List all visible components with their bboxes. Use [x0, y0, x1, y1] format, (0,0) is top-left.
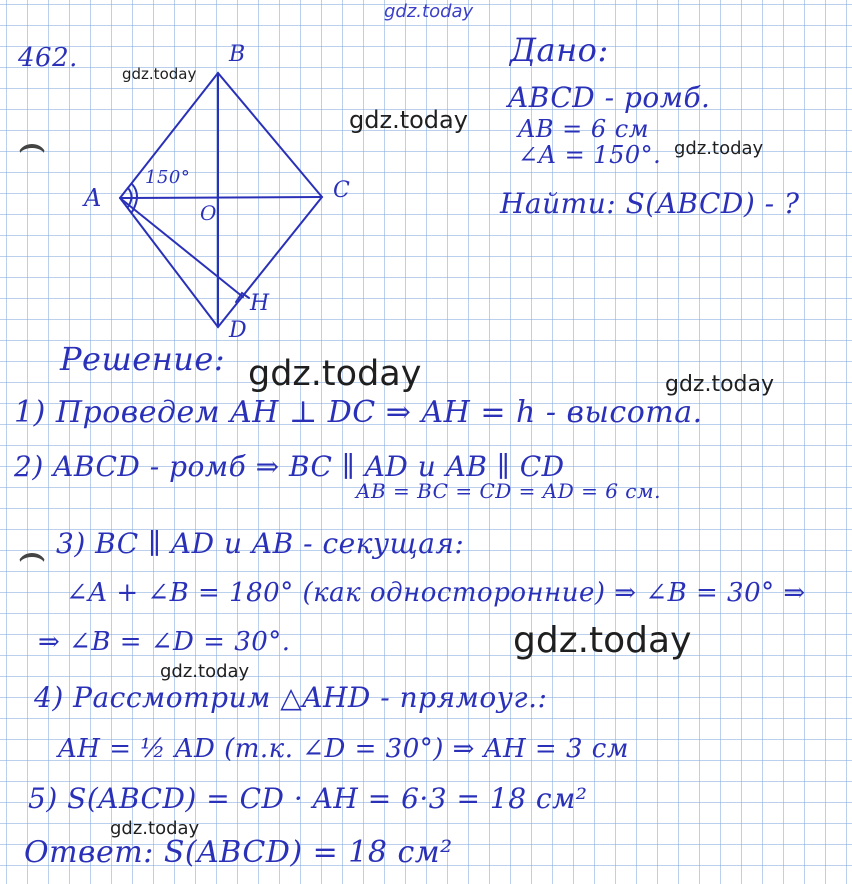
solution-step-1: 1) Проведем AH ⊥ DC ⇒ AH = h - высота. — [14, 395, 703, 430]
problem-number: 462. — [18, 43, 78, 73]
angle-label: 150° — [145, 167, 191, 188]
given-line-2: AB = 6 см — [518, 115, 650, 143]
foot-label-h: H — [250, 291, 270, 316]
watermark-middle-top: gdz.today — [349, 106, 468, 134]
vertex-label-a: A — [84, 184, 102, 212]
solution-step-5: 5) S(ABCD) = CD · AH = 6·3 = 18 см² — [28, 782, 588, 815]
find-line: Найти: S(ABCD) - ? — [500, 187, 800, 220]
solution-step-2b: AB = BC = CD = AD = 6 см. — [356, 479, 661, 503]
watermark-solution-large: gdz.today — [248, 354, 422, 394]
diagonal-ac — [120, 197, 322, 198]
answer-line: Ответ: S(ABCD) = 18 см² — [24, 835, 453, 870]
watermark-step-4: gdz.today — [160, 661, 250, 682]
given-heading: Дано: — [510, 31, 609, 69]
solution-step-4b: AH = ½ AD (т.к. ∠D = 30°) ⇒ AH = 3 см — [58, 734, 629, 764]
height-ah — [120, 198, 243, 297]
solution-step-3c: ⇒ ∠B = ∠D = 30°. — [38, 627, 291, 657]
vertex-label-b: B — [229, 42, 246, 67]
solution-step-4a: 4) Рассмотрим △AHD - прямоуг.: — [34, 681, 548, 714]
rhombus-abcd — [120, 73, 322, 327]
solution-step-3a: 3) BC ∥ AD и AB - секущая: — [56, 527, 465, 560]
watermark-figure: gdz.today — [122, 65, 197, 83]
watermark-bottom: gdz.today — [110, 818, 200, 839]
given-line-1: ABCD - ромб. — [508, 81, 711, 114]
solution-step-2a: 2) ABCD - ромб ⇒ BC ∥ AD и AB ∥ CD — [14, 450, 565, 483]
watermark-solution-right: gdz.today — [665, 372, 775, 397]
watermark-step-3: gdz.today — [513, 620, 692, 661]
solution-step-3b: ∠A + ∠B = 180° (как односторонние) ⇒ ∠B = 30° ⇒ — [66, 578, 806, 608]
watermark-top: gdz.today — [384, 1, 474, 22]
vertex-label-c: C — [333, 178, 351, 203]
given-line-3: ∠A = 150°. — [518, 141, 662, 169]
watermark-given: gdz.today — [674, 138, 764, 159]
solution-heading: Решение: — [60, 340, 226, 378]
vertex-label-d: D — [229, 318, 248, 343]
center-label-o: O — [200, 201, 217, 225]
